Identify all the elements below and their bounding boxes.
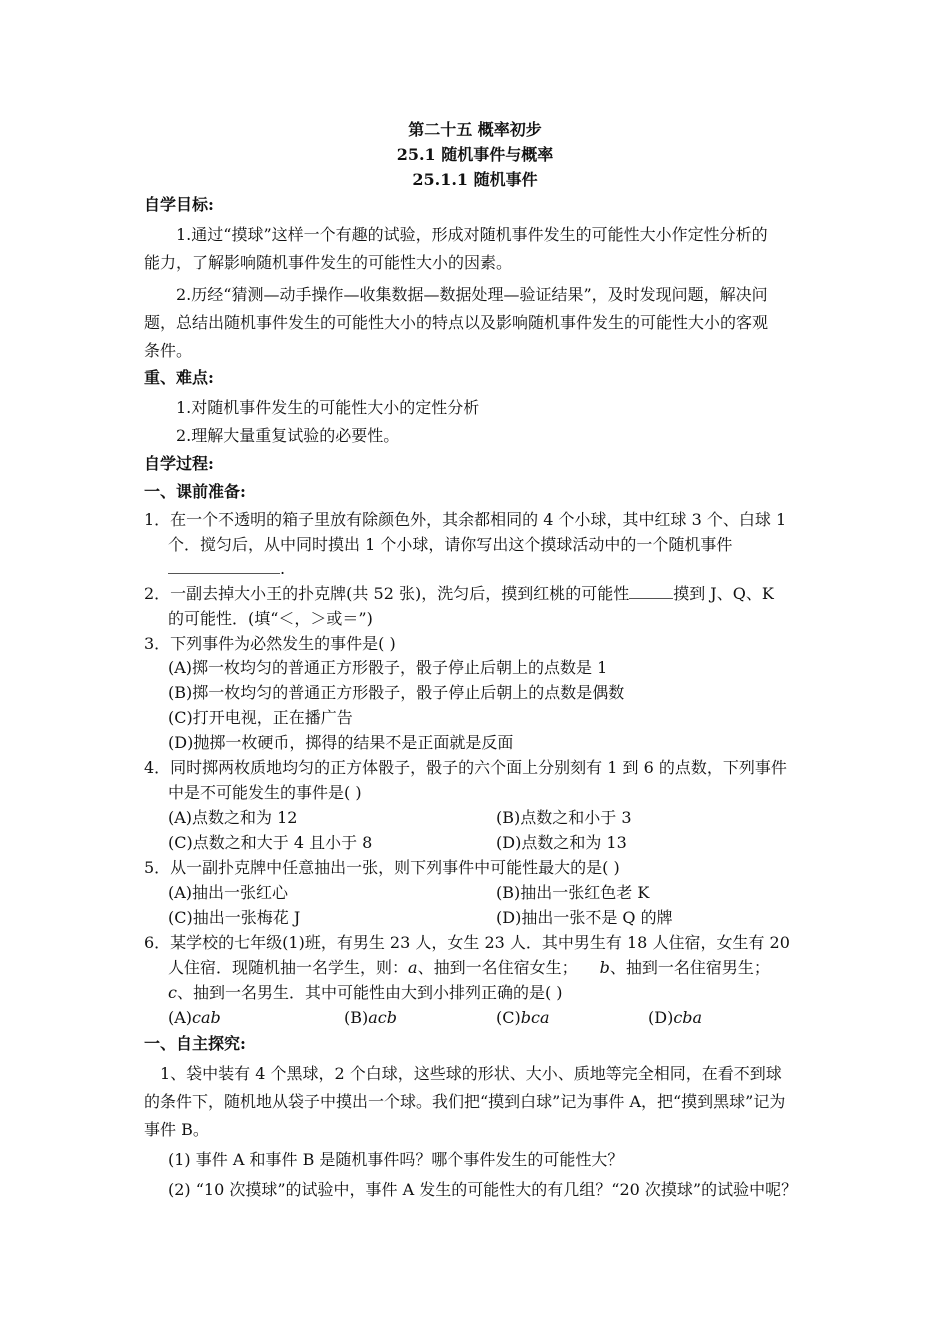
variable-c: c xyxy=(168,983,177,1002)
question-5-option-a: (A)抽出一张红心 xyxy=(168,883,289,902)
question-6-text: 、抽到一名住宿男生； xyxy=(609,958,770,977)
explore-paragraph-line-2: 的条件下，随机地从袋子中摸出一个球。我们把“摸到白球”记为事件 A，把“摸到黑球”记为 xyxy=(144,1092,786,1111)
goal-2-line-3: 条件。 xyxy=(144,341,193,360)
question-5-stem: 5．从一副扑克牌中任意抽出一张，则下列事件中可能性最大的是( ) xyxy=(144,858,620,877)
section-title: 25.1 随机事件与概率 xyxy=(396,145,554,164)
question-6-option-b xyxy=(344,1006,397,1030)
question-6-line-1: 6．某学校的七年级(1)班，有男生 23 人，女生 23 人．其中男生有 18 人住宿，女生有 20 xyxy=(144,933,790,952)
option-letter: (B) xyxy=(344,1008,369,1027)
explore-subquestion-1: (1) 事件 A 和事件 B 是随机事件吗？哪个事件发生的可能性大？ xyxy=(168,1150,624,1169)
question-2-line-2: 的可能性．(填“＜，＞或＝”) xyxy=(168,609,373,628)
goals-heading: 自学目标: xyxy=(144,195,214,214)
question-3-option-d: (D)抛掷一枚硬币，掷得的结果不是正面就是反面 xyxy=(168,733,514,752)
question-6-option-d xyxy=(648,1006,702,1030)
keypoint-2: 2.理解大量重复试验的必要性。 xyxy=(176,426,400,445)
option-value: cab xyxy=(192,1008,221,1027)
variable-b: b xyxy=(599,958,610,977)
option-letter: (D) xyxy=(648,1008,674,1027)
question-6-text: 、抽到一名住宿女生； xyxy=(417,958,578,977)
question-6-text: 、抽到一名男生．其中可能性由大到小排列正确的是( ) xyxy=(176,983,563,1002)
question-3-option-b: (B)掷一枚均匀的普通正方形骰子，骰子停止后朝上的点数是偶数 xyxy=(168,683,625,702)
question-6-option-a xyxy=(168,1006,221,1030)
question-2-line-1 xyxy=(144,582,774,606)
question-3-stem: 3．下列事件为必然发生的事件是( ) xyxy=(144,634,396,653)
variable-a: a xyxy=(408,958,418,977)
question-4-option-a: (A)点数之和为 12 xyxy=(168,808,298,827)
chapter-title: 第二十五 概率初步 xyxy=(408,120,542,139)
process-heading: 自学过程: xyxy=(144,454,214,473)
question-4-stem-line-1: 4．同时掷两枚质地均匀的正方体骰子，骰子的六个面上分别刻有 1 到 6 的点数，下列事件 xyxy=(144,758,787,777)
question-6-text: 人住宿．现随机抽一名学生，则： xyxy=(168,958,409,977)
keypoints-heading: 重、难点: xyxy=(144,368,214,387)
goal-1-line-2: 能力，了解影响随机事件发生的可能性大小的因素。 xyxy=(144,253,513,272)
question-6-option-c xyxy=(496,1006,549,1030)
question-6-line-2 xyxy=(168,956,770,980)
question-1-line-2: 个．搅匀后，从中同时摸出 1 个小球，请你写出这个摸球活动中的一个随机事件 xyxy=(168,535,733,554)
answer-blank xyxy=(168,559,280,574)
question-1-line-1: 1．在一个不透明的箱子里放有除颜色外，其余都相同的 4 个小球，其中红球 3 个、白球 1 xyxy=(144,510,787,529)
question-1-period: . xyxy=(280,559,286,578)
prep-heading: 一、课前准备: xyxy=(144,482,246,501)
option-value: cba xyxy=(673,1008,703,1027)
question-4-stem-line-2: 中是不可能发生的事件是( ) xyxy=(168,783,362,802)
question-3-option-c: (C)打开电视，正在播广告 xyxy=(168,708,353,727)
keypoint-1: 1.对随机事件发生的可能性大小的定性分析 xyxy=(176,398,480,417)
question-5-option-c: (C)抽出一张梅花 J xyxy=(168,908,301,927)
question-1-line-3 xyxy=(168,557,285,581)
explore-paragraph-line-1: 1、袋中装有 4 个黑球，2 个白球，这些球的形状、大小、质地等完全相同，在看不到球 xyxy=(160,1064,782,1083)
question-6-line-3 xyxy=(168,981,563,1005)
explore-heading: 一、自主探究: xyxy=(144,1034,246,1053)
option-letter: (C) xyxy=(496,1008,521,1027)
goal-1-line-1: 1.通过“摸球”这样一个有趣的试验，形成对随机事件发生的可能性大小作定性分析的 xyxy=(176,225,768,244)
answer-blank xyxy=(629,584,673,599)
explore-subquestion-2: (2) “10 次摸球”的试验中，事件 A 发生的可能性大的有几组？“20 次摸球”的试验中呢？ xyxy=(168,1180,798,1199)
explore-paragraph-line-3: 事件 B。 xyxy=(144,1120,209,1139)
option-letter: (A) xyxy=(168,1008,193,1027)
question-2-text-a: 2．一副去掉大小王的扑克牌(共 52 张)，洗匀后，摸到红桃的可能性 xyxy=(144,584,630,603)
question-4-option-c: (C)点数之和大于 4 且小于 8 xyxy=(168,833,373,852)
goal-2-line-2: 题，总结出随机事件发生的可能性大小的特点以及影响随机事件发生的可能性大小的客观 xyxy=(144,313,769,332)
question-2-text-b: 摸到 J、Q、K xyxy=(673,584,774,603)
subsection-title: 25.1.1 随机事件 xyxy=(412,170,538,189)
question-5-option-d: (D)抽出一张不是 Q 的牌 xyxy=(496,908,673,927)
question-5-option-b: (B)抽出一张红色老 K xyxy=(496,883,650,902)
goal-2-line-1: 2.历经“猜测—动手操作—收集数据—数据处理—验证结果”，及时发现问题，解决问 xyxy=(176,285,768,304)
question-4-option-b: (B)点数之和小于 3 xyxy=(496,808,632,827)
question-3-option-a: (A)掷一枚均匀的普通正方形骰子，骰子停止后朝上的点数是 1 xyxy=(168,658,608,677)
question-4-option-d: (D)点数之和为 13 xyxy=(496,833,627,852)
option-value: bca xyxy=(520,1008,550,1027)
option-value: acb xyxy=(368,1008,397,1027)
